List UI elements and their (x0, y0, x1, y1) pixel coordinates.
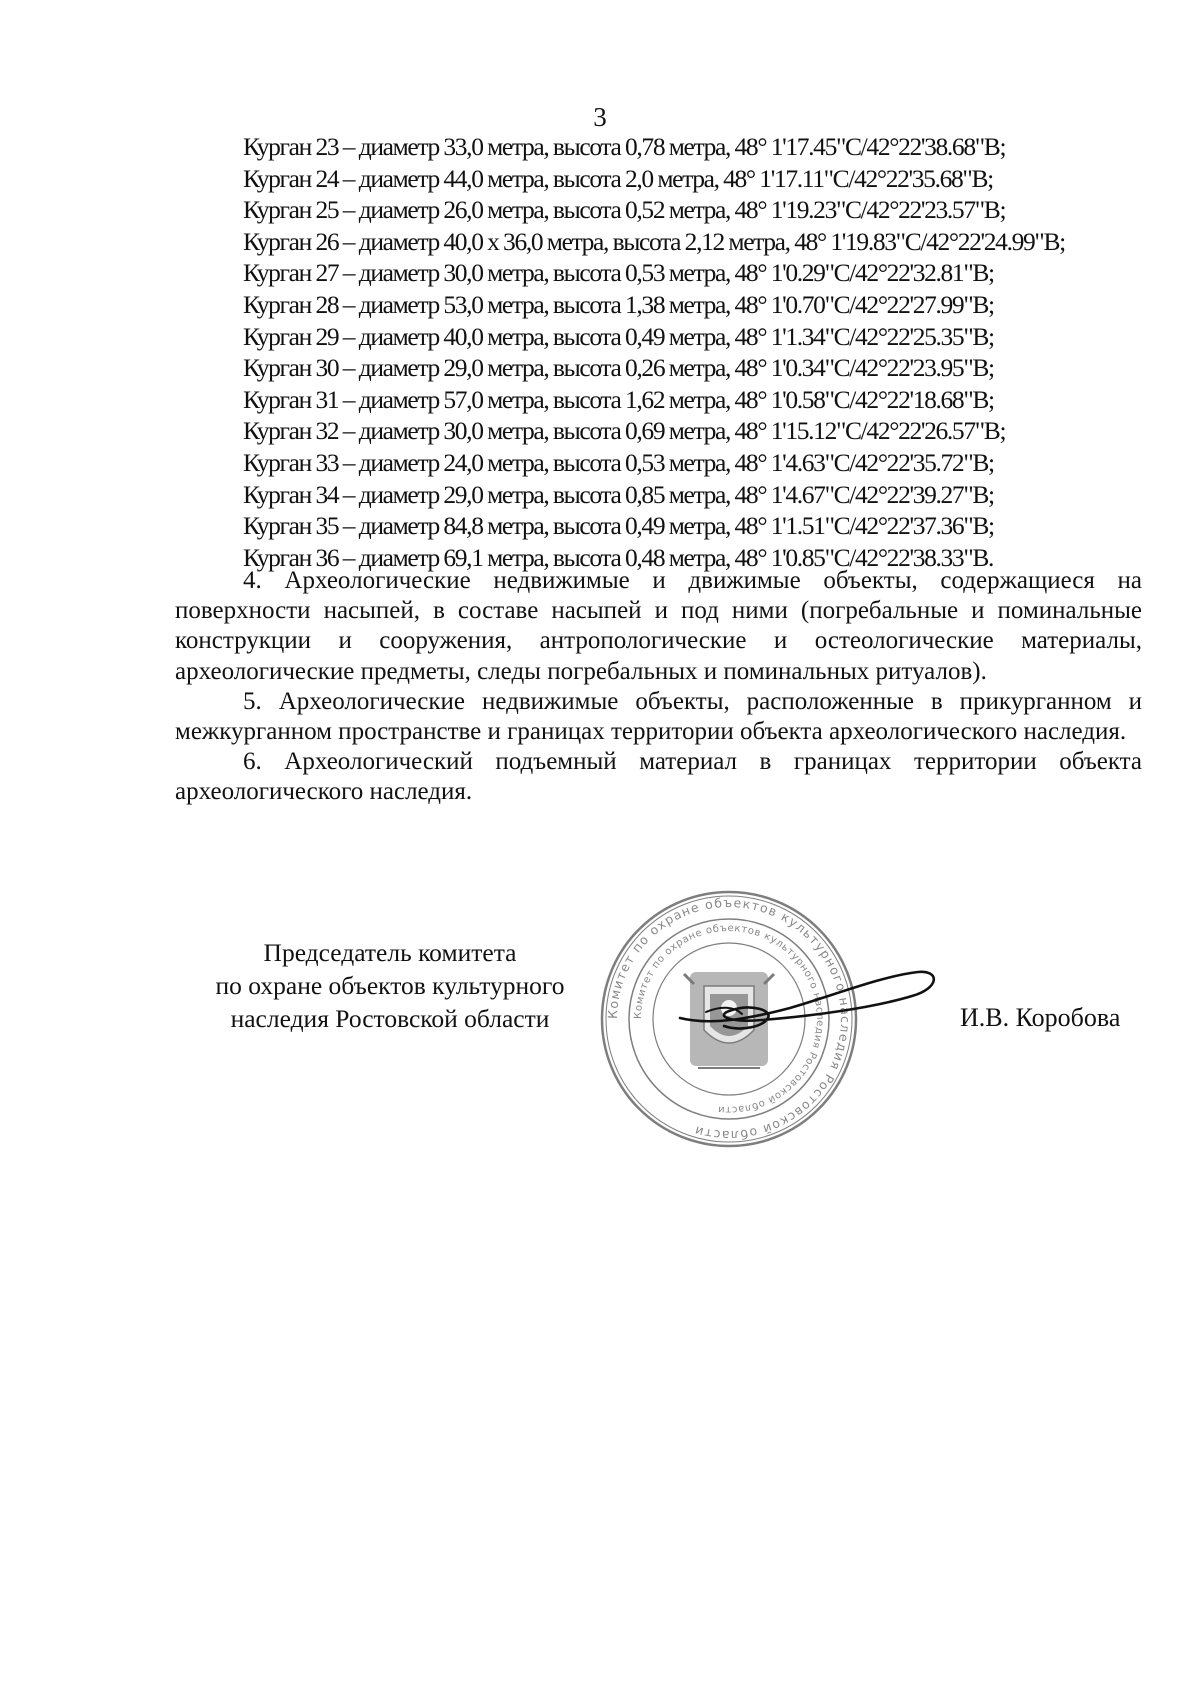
paragraph-item-6: 6. Археологический подъемный материал в границах территории объекта археологического наследия. (175, 748, 1142, 806)
stamp-outer-text: Комитет по охране объектов культурного наследия Ростовской области (604, 894, 854, 1144)
kurgan-line: Курган 26 – диаметр 40,0 х 36,0 метра, высота 2,12 метра, 48° 1'19.83"С/42°22'24.99"В; (243, 226, 1065, 256)
paragraph-item-5: 5. Археологические недвижимые объекты, расположенные в прикурганном и межкурганном пространстве и границах территории объекта археологического наследия. (175, 687, 1142, 746)
handwritten-signature (672, 966, 942, 1040)
kurgan-line: Курган 30 – диаметр 29,0 метра, высота 0,26 метра, 48° 1'0.34"С/42°22'23.95"В; (243, 353, 994, 383)
paragraph-item-4: 4. Археологические недвижимые и движимые объекты, содержащиеся на поверхности насыпей, в составе насыпей и под ними (погребальные и поминальные конструкции и сооружения, антропологические и остеологические материалы, археологические предметы, следы погребальных и поминальных ритуалов). (175, 567, 1142, 685)
kurgan-line: Курган 33 – диаметр 24,0 метра, высота 0,53 метра, 48° 1'4.63"С/42°22'35.72"В; (243, 447, 994, 477)
signatory-title (180, 936, 600, 1035)
signatory-title-line: наследия Ростовской области (230, 1004, 550, 1033)
signatory-title-line: Председатель комитета (263, 938, 517, 967)
signatory-name: И.В. Коробова (960, 1003, 1121, 1032)
kurgan-line: Курган 24 – диаметр 44,0 метра, высота 2,0 метра, 48° 1'17.11"С/42°22'35.68"В; (243, 163, 993, 193)
body-paragraphs (175, 566, 1142, 808)
page-number: 3 (593, 102, 607, 132)
kurgan-line: Курган 28 – диаметр 53,0 метра, высота 1,38 метра, 48° 1'0.70"С/42°22'27.99"В; (243, 289, 994, 319)
stamp-inner-text: Комитет по охране объектов культурного наследия Ростовской области (632, 922, 826, 1116)
kurgan-line: Курган 36 – диаметр 69,1 метра, высота 0,48 метра, 48° 1'0.85"С/42°22'38.33"В. (243, 542, 994, 572)
kurgan-line: Курган 34 – диаметр 29,0 метра, высота 0,85 метра, 48° 1'4.67"С/42°22'39.27"В; (243, 479, 994, 509)
kurgan-line: Курган 29 – диаметр 40,0 метра, высота 0,49 метра, 48° 1'1.34"С/42°22'25.35"В; (243, 321, 994, 351)
kurgan-line: Курган 23 – диаметр 33,0 метра, высота 0,78 метра, 48° 1'17.45"С/42°22'38.68"В; (243, 132, 1006, 161)
kurgan-list (243, 131, 1163, 573)
kurgan-line: Курган 31 – диаметр 57,0 метра, высота 1,62 метра, 48° 1'0.58"С/42°22'18.68"В; (243, 384, 994, 414)
kurgan-line: Курган 32 – диаметр 30,0 метра, высота 0,69 метра, 48° 1'15.12"С/42°22'26.57"В; (243, 416, 1006, 446)
kurgan-line: Курган 25 – диаметр 26,0 метра, высота 0,52 метра, 48° 1'19.23"С/42°22'23.57"В; (243, 195, 1006, 225)
kurgan-line: Курган 27 – диаметр 30,0 метра, высота 0,53 метра, 48° 1'0.29"С/42°22'32.81"В; (243, 258, 994, 288)
kurgan-line: Курган 35 – диаметр 84,8 метра, высота 0,49 метра, 48° 1'1.51"С/42°22'37.36"В; (243, 511, 994, 541)
signatory-title-line: по охране объектов культурного (215, 971, 565, 1000)
